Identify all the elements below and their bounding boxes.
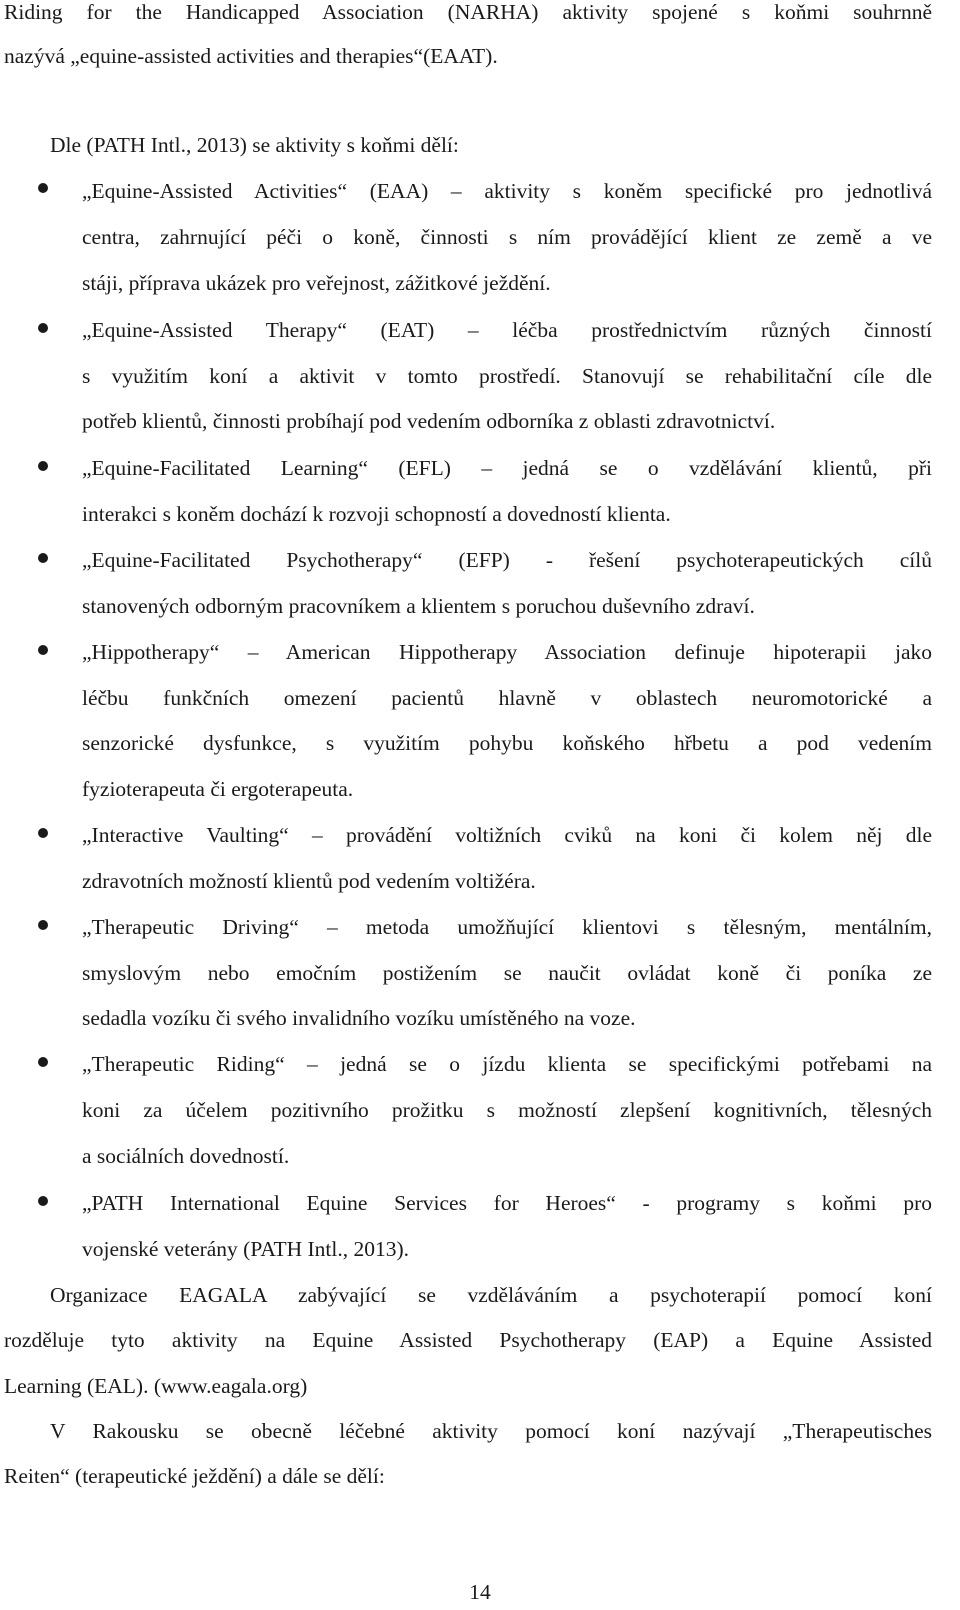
intro-line: nazývá „equine-assisted activities and therapies“(EAAT). (4, 44, 498, 68)
list-item-line: „Interactive Vaulting“ – provádění voltižních cviků na koni či kolem něj dle (82, 823, 932, 847)
list-item-line: „Therapeutic Driving“ – metoda umožňující klientovi s tělesným, mentálním, (82, 915, 932, 939)
list-item-line: senzorické dysfunkce, s využitím pohybu koňského hřbetu a pod vedením (82, 731, 932, 755)
list-item-line: zdravotních možností klientů pod vedením voltižéra. (82, 869, 536, 893)
bullet-icon (38, 920, 48, 930)
bullet-icon (38, 461, 48, 471)
list-item-line: „Equine-Assisted Therapy“ (EAT) – léčba prostřednictvím různých činností (82, 318, 932, 342)
list-item-line: a sociálních dovedností. (82, 1144, 290, 1168)
bullet-icon (38, 183, 48, 193)
bullet-icon (38, 1057, 48, 1067)
intro-line: Riding for the Handicapped Association (NARHA) aktivity spojené s koňmi souhrnně (4, 0, 932, 24)
page-number: 14 (469, 1580, 491, 1604)
list-item-line: centra, zahrnující péči o koně, činnosti s ním provádějící klient ze země a ve (82, 225, 932, 249)
list-item-line: vojenské veterány (PATH Intl., 2013). (82, 1237, 410, 1261)
list-item-line: interakci s koněm dochází k rozvoji schopností a dovedností klienta. (82, 502, 671, 526)
list-item-line: koni za účelem pozitivního prožitku s možností zlepšení kognitivních, tělesných (82, 1098, 932, 1122)
eagala-paragraph-line: Learning (EAL). (www.eagala.org) (4, 1374, 308, 1398)
list-item-line: smyslovým nebo emočním postižením se naučit ovládat koně či poníka ze (82, 961, 932, 985)
list-item-line: sedadla vozíku či svého invalidního vozíku umístěného na voze. (82, 1006, 636, 1030)
list-item-line: potřeb klientů, činnosti probíhají pod vedením odborníka z oblasti zdravotnictví. (82, 409, 776, 433)
list-item-line: fyzioterapeuta či ergoterapeuta. (82, 777, 354, 801)
eagala-paragraph-line: rozděluje tyto aktivity na Equine Assisted Psychotherapy (EAP) a Equine Assisted (4, 1328, 932, 1352)
list-item-line: stanovených odborným pracovníkem a klientem s poruchou duševního zdraví. (82, 594, 755, 618)
list-item-line: s využitím koní a aktivit v tomto prostředí. Stanovují se rehabilitační cíle dle (82, 364, 932, 388)
bullet-icon (38, 1196, 48, 1206)
list-item-line: léčbu funkčních omezení pacientů hlavně v oblastech neuromotorické a (82, 686, 932, 710)
list-item-line: „Equine-Facilitated Learning“ (EFL) – jedná se o vzdělávání klientů, při (82, 456, 932, 480)
list-item-line: „Equine-Facilitated Psychotherapy“ (EFP) - řešení psychoterapeutických cílů (82, 548, 932, 572)
lead-sentence: Dle (PATH Intl., 2013) se aktivity s koňmi dělí: (50, 133, 459, 157)
austria-paragraph-line: Reiten“ (terapeutické ježdění) a dále se dělí: (4, 1464, 385, 1488)
bullet-icon (38, 323, 48, 333)
bullet-icon (38, 828, 48, 838)
list-item-line: „PATH International Equine Services for Heroes“ - programy s koňmi pro (82, 1191, 932, 1215)
list-item-line: „Hippotherapy“ – American Hippotherapy Association definuje hipoterapii jako (82, 640, 932, 664)
bullet-icon (38, 645, 48, 655)
bullet-icon (38, 553, 48, 563)
austria-paragraph-line: V Rakousku se obecně léčebné aktivity pomocí koní nazývají „Therapeutisches (50, 1419, 932, 1443)
list-item-line: „Therapeutic Riding“ – jedná se o jízdu klienta se specifickými potřebami na (82, 1052, 932, 1076)
eagala-paragraph-line: Organizace EAGALA zabývající se vzděláváním a psychoterapií pomocí koní (50, 1283, 932, 1307)
list-item-line: stáji, příprava ukázek pro veřejnost, zážitkové ježdění. (82, 271, 551, 295)
list-item-line: „Equine-Assisted Activities“ (EAA) – aktivity s koněm specifické pro jednotlivá (82, 179, 932, 203)
